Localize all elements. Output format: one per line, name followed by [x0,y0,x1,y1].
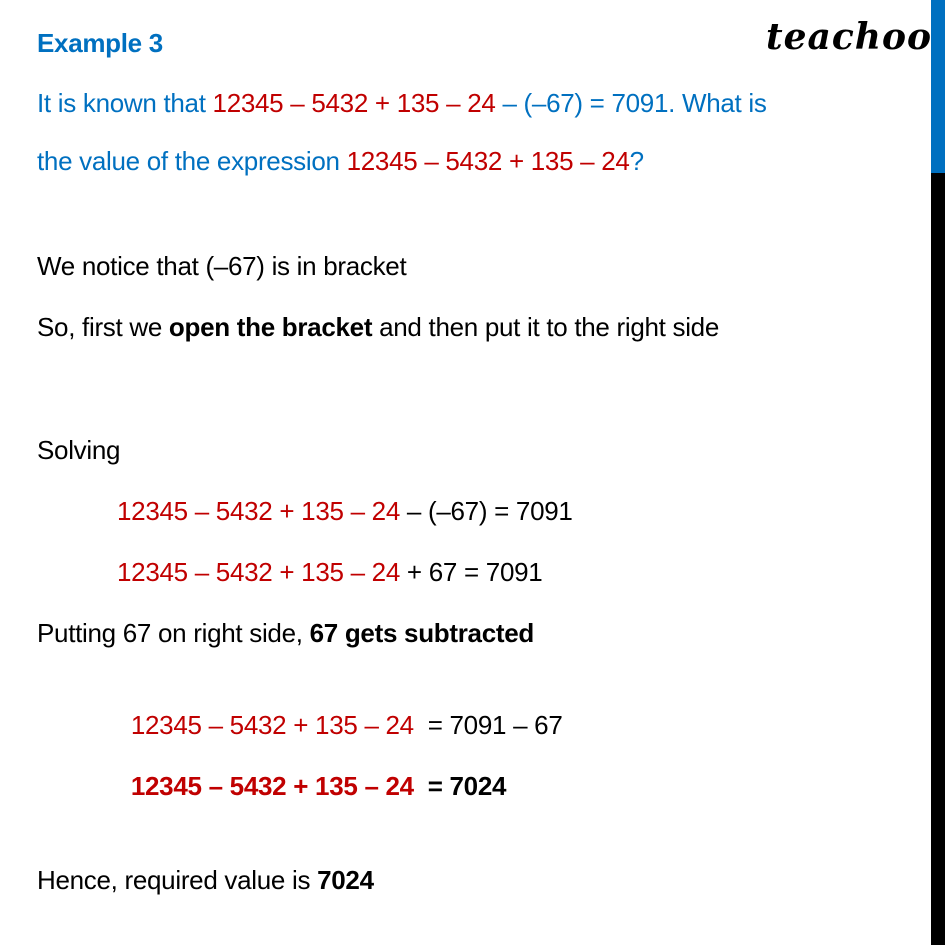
step-intro: So, first we open the bracket and then put it to the right side [37,312,720,342]
conclusion-text: Hence, required value is 7024 [37,865,374,895]
example-title: Example 3 [37,28,163,58]
question-expression: 12345 – 5432 + 135 – 24 [212,88,496,118]
question-line-1: It is known that 12345 – 5432 + 135 – 24 – (–67) = 7091. What is [37,88,767,118]
accent-bar [931,0,945,173]
question-line-2: the value of the expression 12345 – 5432 + 135 – 24? [37,146,644,176]
question-expression: 12345 – 5432 + 135 – 24 [346,146,630,176]
putting-text: Putting 67 on right side, 67 gets subtracted [37,618,534,648]
teachoo-logo: teachoo [766,16,932,58]
equation-1: 12345 – 5432 + 135 – 24 – (–67) = 7091 [117,496,573,526]
notice-text: We notice that (–67) is in bracket [37,251,407,281]
equation-3: 12345 – 5432 + 135 – 24 = 7091 – 67 [130,710,563,740]
equation-final: 12345 – 5432 + 135 – 24 = 7024 [130,771,507,801]
equation-2: 12345 – 5432 + 135 – 24 + 67 = 7091 [117,557,543,587]
solving-label: Solving [37,435,121,465]
right-edge-bar [931,0,945,945]
